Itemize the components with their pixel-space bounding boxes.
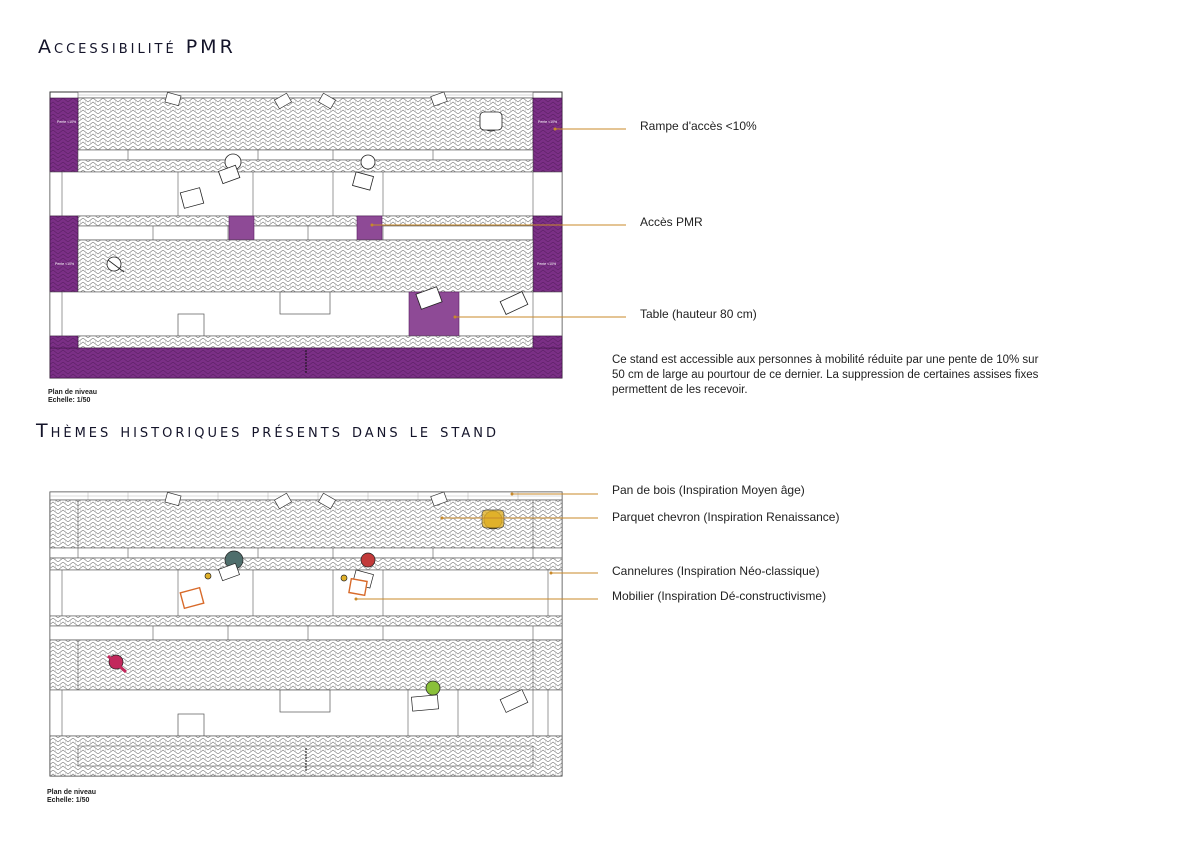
label-table: Table (hauteur 80 cm) xyxy=(640,307,757,321)
label-furniture: Mobilier (Inspiration Dé-constructivisme) xyxy=(612,589,827,603)
section1-title: Accessibilité PMR xyxy=(38,36,236,58)
pmr-description: Ce stand est accessible aux personnes à mobilité réduite par une pente de 10% sur 50 cm de large au pourtour de ce dernier. La suppression de certaines assises fixes permettent de les recevoir. xyxy=(612,354,1039,396)
svg-text:Pente <10%: Pente <10% xyxy=(538,120,558,124)
label-parquet: Parquet chevron (Inspiration Renaissance) xyxy=(612,510,840,524)
caption-scale-1: Echelle: 1/50 xyxy=(48,397,91,404)
caption-level-1: Plan de niveau xyxy=(48,389,98,396)
plan-caption-2 xyxy=(47,789,96,805)
label-pmr-access: Accès PMR xyxy=(640,215,703,229)
section2-title: Thèmes historiques présents dans le stand xyxy=(36,420,499,442)
svg-text:Pente <10%: Pente <10% xyxy=(57,120,77,124)
label-flutes: Cannelures (Inspiration Néo-classique) xyxy=(612,564,820,578)
label-wood-frame: Pan de bois (Inspiration Moyen âge) xyxy=(612,483,805,497)
svg-text:Pente <10%: Pente <10% xyxy=(537,262,557,266)
caption-level-2: Plan de niveau xyxy=(47,789,97,796)
label-ramp: Rampe d'accès <10% xyxy=(640,119,757,133)
svg-text:Pente <10%: Pente <10% xyxy=(55,262,75,266)
caption-scale-2: Echelle: 1/50 xyxy=(47,797,90,804)
